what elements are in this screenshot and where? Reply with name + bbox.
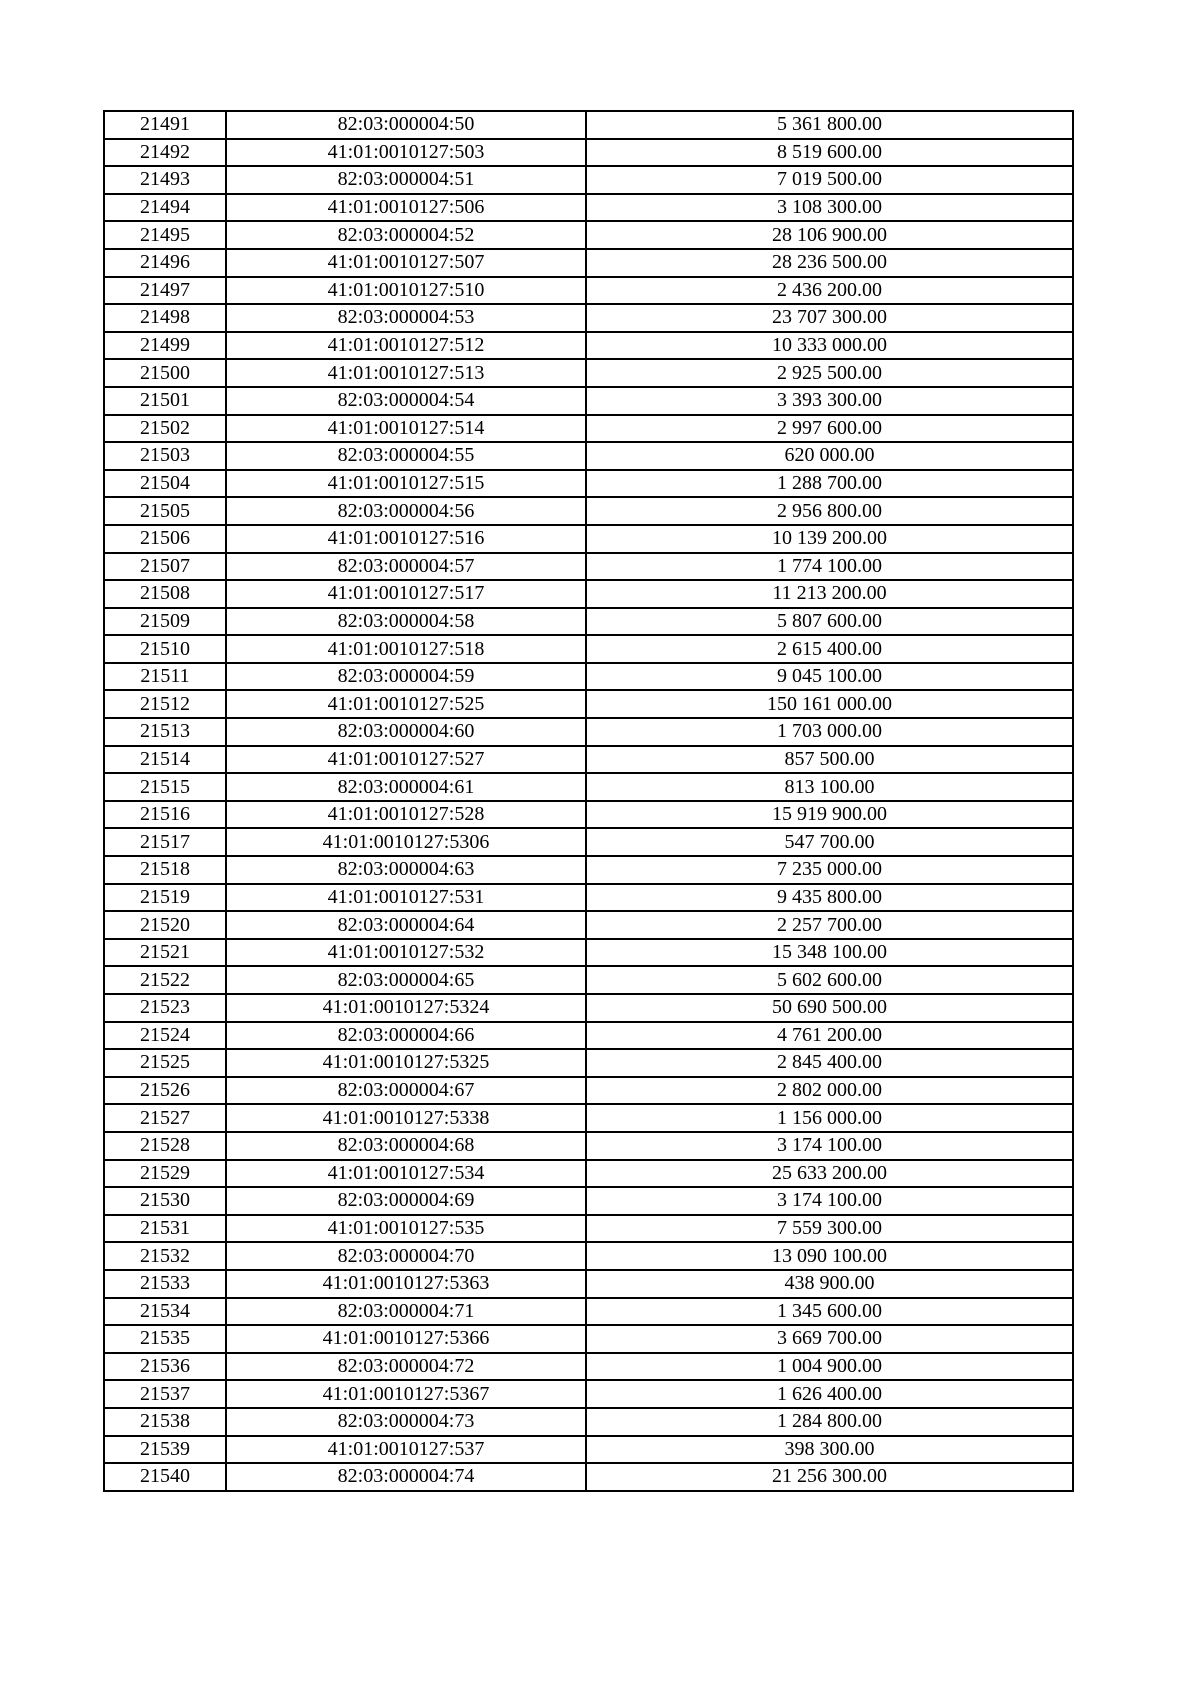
cadastral-number-cell: 82:03:000004:56 [226,497,586,525]
row-number-cell: 21491 [104,111,226,139]
table-row [104,359,1073,387]
table-row [104,139,1073,167]
cadastral-number-cell: 82:03:000004:73 [226,1408,586,1436]
cadastral-number-cell: 82:03:000004:71 [226,1298,586,1326]
cadastral-value-cell: 9 435 800.00 [586,884,1073,912]
row-number-cell: 21537 [104,1380,226,1408]
cadastral-number-cell: 41:01:0010127:506 [226,194,586,222]
row-number-cell: 21532 [104,1242,226,1270]
cadastral-number-cell: 82:03:000004:67 [226,1077,586,1105]
table-row [104,608,1073,636]
cadastral-value-cell: 857 500.00 [586,746,1073,774]
table-body [104,111,1073,1491]
row-number-cell: 21526 [104,1077,226,1105]
row-number-cell: 21529 [104,1160,226,1188]
cadastral-value-cell: 3 174 100.00 [586,1132,1073,1160]
row-number-cell: 21540 [104,1463,226,1491]
row-number-cell: 21539 [104,1436,226,1464]
cadastral-value-cell: 2 997 600.00 [586,415,1073,443]
cadastral-number-cell: 82:03:000004:60 [226,718,586,746]
cadastral-value-cell: 1 156 000.00 [586,1104,1073,1132]
row-number-cell: 21502 [104,415,226,443]
cadastral-number-cell: 82:03:000004:61 [226,773,586,801]
row-number-cell: 21492 [104,139,226,167]
table-row [104,442,1073,470]
cadastral-number-cell: 82:03:000004:72 [226,1353,586,1381]
cadastral-value-cell: 1 703 000.00 [586,718,1073,746]
cadastral-value-cell: 1 284 800.00 [586,1408,1073,1436]
cadastral-value-cell: 2 436 200.00 [586,277,1073,305]
cadastral-value-cell: 15 919 900.00 [586,801,1073,829]
table-row [104,1022,1073,1050]
row-number-cell: 21497 [104,277,226,305]
row-number-cell: 21534 [104,1298,226,1326]
row-number-cell: 21521 [104,939,226,967]
table-row [104,1049,1073,1077]
cadastral-value-cell: 10 139 200.00 [586,525,1073,553]
cadastral-number-cell: 41:01:0010127:512 [226,332,586,360]
table-row [104,1160,1073,1188]
row-number-cell: 21522 [104,966,226,994]
table-row [104,166,1073,194]
cadastral-value-cell: 3 393 300.00 [586,387,1073,415]
row-number-cell: 21514 [104,746,226,774]
cadastral-number-cell: 41:01:0010127:516 [226,525,586,553]
cadastral-number-cell: 82:03:000004:55 [226,442,586,470]
cadastral-number-cell: 41:01:0010127:510 [226,277,586,305]
cadastral-value-cell: 2 802 000.00 [586,1077,1073,1105]
cadastral-value-cell: 8 519 600.00 [586,139,1073,167]
row-number-cell: 21517 [104,828,226,856]
cadastral-value-cell: 1 345 600.00 [586,1298,1073,1326]
cadastral-number-cell: 41:01:0010127:517 [226,580,586,608]
table-row [104,773,1073,801]
cadastral-number-cell: 82:03:000004:52 [226,221,586,249]
row-number-cell: 21507 [104,553,226,581]
cadastral-number-cell: 82:03:000004:70 [226,1242,586,1270]
cadastral-number-cell: 82:03:000004:63 [226,856,586,884]
cadastral-number-cell: 82:03:000004:69 [226,1187,586,1215]
table-row [104,663,1073,691]
cadastral-value-cell: 7 559 300.00 [586,1215,1073,1243]
cadastral-value-cell: 2 257 700.00 [586,911,1073,939]
table-row [104,1380,1073,1408]
cadastral-value-cell: 2 956 800.00 [586,497,1073,525]
row-number-cell: 21504 [104,470,226,498]
cadastral-value-cell: 1 288 700.00 [586,470,1073,498]
cadastral-value-cell: 438 900.00 [586,1270,1073,1298]
table-row [104,1077,1073,1105]
cadastral-number-cell: 41:01:0010127:534 [226,1160,586,1188]
row-number-cell: 21508 [104,580,226,608]
row-number-cell: 21494 [104,194,226,222]
cadastral-number-cell: 82:03:000004:53 [226,304,586,332]
cadastral-value-cell: 5 602 600.00 [586,966,1073,994]
table-row [104,1270,1073,1298]
row-number-cell: 21498 [104,304,226,332]
row-number-cell: 21510 [104,635,226,663]
cadastral-value-cell: 2 925 500.00 [586,359,1073,387]
table-row [104,856,1073,884]
row-number-cell: 21530 [104,1187,226,1215]
cadastral-value-cell: 3 108 300.00 [586,194,1073,222]
row-number-cell: 21516 [104,801,226,829]
cadastral-number-cell: 41:01:0010127:5366 [226,1325,586,1353]
row-number-cell: 21528 [104,1132,226,1160]
table-row [104,966,1073,994]
row-number-cell: 21513 [104,718,226,746]
cadastral-value-cell: 28 236 500.00 [586,249,1073,277]
cadastral-value-cell: 5 807 600.00 [586,608,1073,636]
cadastral-value-cell: 11 213 200.00 [586,580,1073,608]
table-row [104,387,1073,415]
cadastral-value-cell: 7 019 500.00 [586,166,1073,194]
row-number-cell: 21520 [104,911,226,939]
row-number-cell: 21495 [104,221,226,249]
cadastral-number-cell: 82:03:000004:59 [226,663,586,691]
cadastral-number-cell: 82:03:000004:74 [226,1463,586,1491]
row-number-cell: 21536 [104,1353,226,1381]
table-row [104,690,1073,718]
cadastral-number-cell: 41:01:0010127:537 [226,1436,586,1464]
table-row [104,1187,1073,1215]
cadastral-value-cell: 9 045 100.00 [586,663,1073,691]
cadastral-number-cell: 82:03:000004:58 [226,608,586,636]
cadastral-value-cell: 398 300.00 [586,1436,1073,1464]
table-row [104,1353,1073,1381]
cadastral-value-cell: 50 690 500.00 [586,994,1073,1022]
table-row [104,1132,1073,1160]
table-row [104,635,1073,663]
cadastral-value-table [103,110,1074,1492]
cadastral-number-cell: 82:03:000004:65 [226,966,586,994]
cadastral-number-cell: 82:03:000004:57 [226,553,586,581]
row-number-cell: 21511 [104,663,226,691]
row-number-cell: 21509 [104,608,226,636]
cadastral-number-cell: 41:01:0010127:525 [226,690,586,718]
table-row [104,1408,1073,1436]
cadastral-value-cell: 15 348 100.00 [586,939,1073,967]
table-row [104,1215,1073,1243]
table-row [104,1242,1073,1270]
table-row [104,221,1073,249]
cadastral-number-cell: 41:01:0010127:5363 [226,1270,586,1298]
cadastral-value-cell: 4 761 200.00 [586,1022,1073,1050]
row-number-cell: 21518 [104,856,226,884]
cadastral-value-cell: 1 626 400.00 [586,1380,1073,1408]
cadastral-number-cell: 82:03:000004:68 [226,1132,586,1160]
row-number-cell: 21535 [104,1325,226,1353]
table-row [104,1325,1073,1353]
cadastral-value-cell: 3 174 100.00 [586,1187,1073,1215]
cadastral-value-cell: 21 256 300.00 [586,1463,1073,1491]
cadastral-number-cell: 41:01:0010127:503 [226,139,586,167]
row-number-cell: 21533 [104,1270,226,1298]
row-number-cell: 21524 [104,1022,226,1050]
cadastral-number-cell: 41:01:0010127:531 [226,884,586,912]
cadastral-value-cell: 813 100.00 [586,773,1073,801]
cadastral-number-cell: 41:01:0010127:5306 [226,828,586,856]
cadastral-value-cell: 1 774 100.00 [586,553,1073,581]
cadastral-value-cell: 5 361 800.00 [586,111,1073,139]
table-row [104,111,1073,139]
table-row [104,553,1073,581]
table-row [104,580,1073,608]
row-number-cell: 21501 [104,387,226,415]
table-row [104,1463,1073,1491]
row-number-cell: 21531 [104,1215,226,1243]
cadastral-number-cell: 41:01:0010127:518 [226,635,586,663]
cadastral-number-cell: 82:03:000004:50 [226,111,586,139]
cadastral-number-cell: 82:03:000004:54 [226,387,586,415]
table-row [104,332,1073,360]
cadastral-value-cell: 2 615 400.00 [586,635,1073,663]
row-number-cell: 21499 [104,332,226,360]
table-row [104,1436,1073,1464]
table-row [104,249,1073,277]
row-number-cell: 21523 [104,994,226,1022]
cadastral-value-cell: 150 161 000.00 [586,690,1073,718]
row-number-cell: 21505 [104,497,226,525]
cadastral-value-cell: 620 000.00 [586,442,1073,470]
table-row [104,1298,1073,1326]
row-number-cell: 21519 [104,884,226,912]
row-number-cell: 21493 [104,166,226,194]
cadastral-number-cell: 82:03:000004:66 [226,1022,586,1050]
row-number-cell: 21512 [104,690,226,718]
cadastral-value-cell: 25 633 200.00 [586,1160,1073,1188]
cadastral-number-cell: 41:01:0010127:5367 [226,1380,586,1408]
row-number-cell: 21503 [104,442,226,470]
table-row [104,415,1073,443]
table-row [104,304,1073,332]
cadastral-number-cell: 41:01:0010127:5324 [226,994,586,1022]
cadastral-value-cell: 28 106 900.00 [586,221,1073,249]
cadastral-value-cell: 23 707 300.00 [586,304,1073,332]
row-number-cell: 21506 [104,525,226,553]
table-row [104,525,1073,553]
row-number-cell: 21527 [104,1104,226,1132]
cadastral-number-cell: 41:01:0010127:514 [226,415,586,443]
cadastral-number-cell: 41:01:0010127:513 [226,359,586,387]
table-row [104,1104,1073,1132]
table-row [104,277,1073,305]
cadastral-number-cell: 41:01:0010127:535 [226,1215,586,1243]
table-row [104,194,1073,222]
cadastral-value-cell: 2 845 400.00 [586,1049,1073,1077]
table-row [104,828,1073,856]
table-row [104,939,1073,967]
cadastral-value-cell: 3 669 700.00 [586,1325,1073,1353]
table-row [104,911,1073,939]
row-number-cell: 21525 [104,1049,226,1077]
table-row [104,994,1073,1022]
cadastral-number-cell: 41:01:0010127:532 [226,939,586,967]
cadastral-number-cell: 41:01:0010127:515 [226,470,586,498]
table-container [103,110,1072,1492]
cadastral-number-cell: 41:01:0010127:527 [226,746,586,774]
table-row [104,746,1073,774]
cadastral-value-cell: 1 004 900.00 [586,1353,1073,1381]
table-row [104,884,1073,912]
cadastral-number-cell: 41:01:0010127:5338 [226,1104,586,1132]
row-number-cell: 21500 [104,359,226,387]
cadastral-number-cell: 41:01:0010127:528 [226,801,586,829]
cadastral-value-cell: 7 235 000.00 [586,856,1073,884]
cadastral-number-cell: 82:03:000004:64 [226,911,586,939]
row-number-cell: 21515 [104,773,226,801]
table-row [104,801,1073,829]
table-row [104,470,1073,498]
row-number-cell: 21538 [104,1408,226,1436]
cadastral-value-cell: 547 700.00 [586,828,1073,856]
table-row [104,718,1073,746]
row-number-cell: 21496 [104,249,226,277]
table-row [104,497,1073,525]
cadastral-value-cell: 13 090 100.00 [586,1242,1073,1270]
cadastral-number-cell: 41:01:0010127:5325 [226,1049,586,1077]
cadastral-value-cell: 10 333 000.00 [586,332,1073,360]
cadastral-number-cell: 82:03:000004:51 [226,166,586,194]
cadastral-number-cell: 41:01:0010127:507 [226,249,586,277]
